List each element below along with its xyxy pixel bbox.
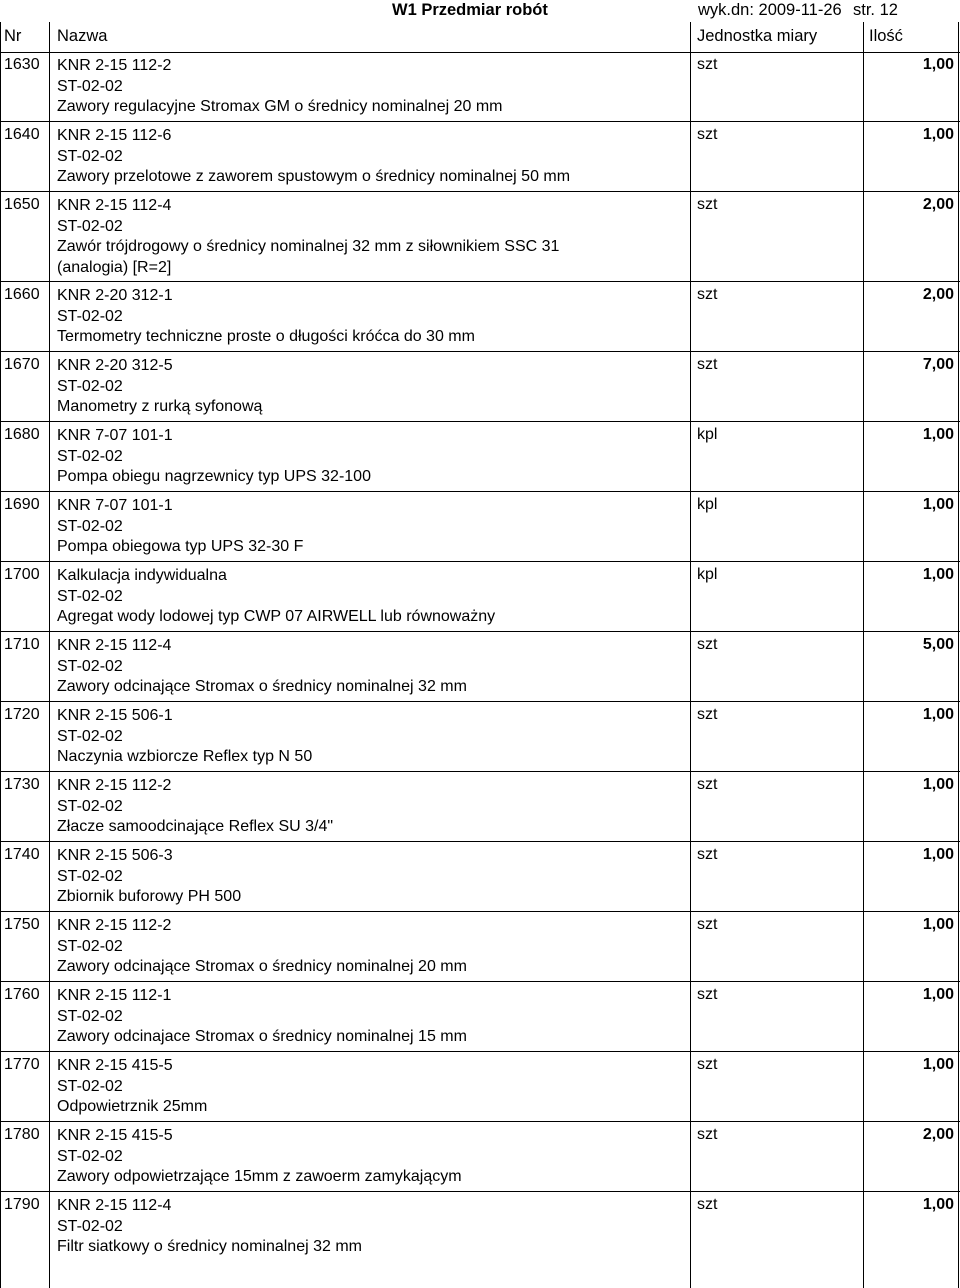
row-name-cell [57, 496, 682, 558]
row-spec: ST-02-02 [57, 1077, 123, 1095]
table-row [0, 842, 960, 912]
row-spec: ST-02-02 [57, 1147, 123, 1165]
row-number: 1690 [4, 496, 40, 513]
table-row [0, 192, 960, 282]
row-description: Zawory regulacyjne Stromax GM o średnicy nominalnej 20 mm [57, 98, 503, 115]
row-number: 1740 [4, 846, 40, 863]
table-body [0, 52, 960, 1262]
row-code: KNR 2-15 506-3 [57, 847, 173, 864]
table-row [0, 492, 960, 562]
row-number: 1640 [4, 126, 40, 143]
row-name-cell [57, 776, 682, 838]
row-code: KNR 2-15 506-1 [57, 707, 173, 724]
table-row [0, 912, 960, 982]
row-quantity: 2,00 [922, 286, 954, 303]
row-number: 1780 [4, 1126, 40, 1143]
row-number: 1650 [4, 196, 40, 213]
row-spec: ST-02-02 [57, 797, 123, 815]
row-name-cell [57, 426, 682, 488]
row-name-cell [57, 566, 682, 628]
row-quantity: 2,00 [922, 196, 954, 213]
row-unit: kpl [697, 496, 718, 513]
row-code: KNR 2-15 112-4 [57, 197, 172, 214]
row-name-cell [57, 1196, 682, 1258]
row-quantity: 1,00 [922, 986, 954, 1003]
table-row [0, 772, 960, 842]
row-spec: ST-02-02 [57, 217, 123, 235]
row-code: KNR 2-15 112-1 [57, 987, 172, 1004]
row-unit: szt [697, 776, 718, 793]
row-quantity: 1,00 [922, 126, 954, 143]
row-spec: ST-02-02 [57, 657, 123, 675]
row-number: 1770 [4, 1056, 40, 1073]
row-description: Manometry z rurką syfonową [57, 398, 263, 415]
row-code: Kalkulacja indywidualna [57, 567, 227, 584]
row-name-cell [57, 1126, 682, 1188]
table-row [0, 122, 960, 192]
row-spec: ST-02-02 [57, 727, 123, 745]
row-number: 1670 [4, 356, 40, 373]
row-number: 1700 [4, 566, 40, 583]
row-spec: ST-02-02 [57, 1217, 123, 1235]
row-description: Agregat wody lodowej typ CWP 07 AIRWELL lub równoważny [57, 608, 496, 625]
row-description: Zawór trójdrogowy o średnicy nominalnej 32 mm z siłownikiem SSC 31 [57, 238, 560, 255]
row-spec: ST-02-02 [57, 1007, 123, 1025]
row-code: KNR 2-15 112-6 [57, 127, 172, 144]
row-unit: szt [697, 986, 718, 1003]
column-header-unit: Jednostka miary [697, 27, 818, 45]
row-number: 1730 [4, 776, 40, 793]
document-title: W1 Przedmiar robót [392, 1, 548, 19]
row-code: KNR 2-15 112-2 [57, 917, 172, 934]
row-description: Pompa obiegu nagrzewnicy typ UPS 32-100 [57, 468, 371, 485]
row-description: Zawory odpowietrzające 15mm z zawoerm zamykającym [57, 1168, 462, 1185]
row-code: KNR 2-15 112-4 [57, 637, 172, 654]
row-unit: szt [697, 1126, 718, 1143]
row-description: Złacze samoodcinające Reflex SU 3/4" [57, 818, 334, 835]
row-name-cell [57, 356, 682, 418]
table-row [0, 282, 960, 352]
row-quantity: 1,00 [922, 566, 954, 583]
row-name-cell [57, 126, 682, 188]
row-number: 1750 [4, 916, 40, 933]
row-spec: ST-02-02 [57, 377, 123, 395]
row-unit: szt [697, 1056, 718, 1073]
row-quantity: 1,00 [922, 1196, 954, 1213]
row-number: 1710 [4, 636, 40, 653]
row-unit: szt [697, 846, 718, 863]
row-number: 1660 [4, 286, 40, 303]
row-number: 1720 [4, 706, 40, 723]
row-description: Naczynia wzbiorcze Reflex typ N 50 [57, 748, 313, 765]
row-spec: ST-02-02 [57, 937, 123, 955]
row-quantity: 1,00 [922, 846, 954, 863]
row-quantity: 1,00 [922, 1056, 954, 1073]
row-code: KNR 2-15 112-4 [57, 1197, 172, 1214]
row-description: Zawory przelotowe z zaworem spustowym o średnicy nominalnej 50 mm [57, 168, 571, 185]
row-description: Filtr siatkowy o średnicy nominalnej 32 mm [57, 1238, 362, 1255]
row-spec: ST-02-02 [57, 867, 123, 885]
row-description: Zbiornik buforowy PH 500 [57, 888, 242, 905]
row-number: 1790 [4, 1196, 40, 1213]
row-name-cell [57, 1056, 682, 1118]
table-row [0, 352, 960, 422]
table-row [0, 562, 960, 632]
row-number: 1680 [4, 426, 40, 443]
row-spec: ST-02-02 [57, 307, 123, 325]
row-name-cell [57, 636, 682, 698]
row-unit: szt [697, 286, 718, 303]
table-row [0, 702, 960, 772]
row-name-cell [57, 706, 682, 768]
row-spec: ST-02-02 [57, 447, 123, 465]
table-row [0, 422, 960, 492]
row-spec: ST-02-02 [57, 517, 123, 535]
row-name-cell [57, 196, 682, 278]
row-description: Zawory odcinajace Stromax o średnicy nominalnej 15 mm [57, 1028, 467, 1045]
row-code: KNR 7-07 101-1 [57, 427, 173, 444]
row-spec: ST-02-02 [57, 147, 123, 165]
row-quantity: 5,00 [922, 636, 954, 653]
row-quantity: 1,00 [922, 916, 954, 933]
row-unit: szt [697, 56, 718, 73]
document-date: wyk.dn: 2009-11-26 [698, 1, 842, 19]
row-unit: szt [697, 126, 718, 143]
column-header-qty: Ilość [869, 27, 903, 45]
row-name-cell [57, 986, 682, 1048]
row-spec: ST-02-02 [57, 77, 123, 95]
page-header [0, 0, 960, 22]
row-quantity: 1,00 [922, 776, 954, 793]
row-quantity: 2,00 [922, 1126, 954, 1143]
row-unit: szt [697, 636, 718, 653]
table-row [0, 982, 960, 1052]
row-code: KNR 2-20 312-1 [57, 287, 173, 304]
row-spec: ST-02-02 [57, 587, 123, 605]
page-number: str. 12 [853, 1, 898, 19]
row-description-continued: (analogia) [R=2] [57, 258, 172, 276]
row-code: KNR 2-15 415-5 [57, 1057, 173, 1074]
table-row [0, 1192, 960, 1262]
row-description: Odpowietrznik 25mm [57, 1098, 208, 1115]
row-code: KNR 2-15 415-5 [57, 1127, 173, 1144]
column-header-name: Nazwa [57, 27, 108, 45]
row-unit: szt [697, 916, 718, 933]
table-row [0, 52, 960, 122]
row-unit: kpl [697, 426, 718, 443]
row-name-cell [57, 846, 682, 908]
row-name-cell [57, 286, 682, 348]
row-name-cell [57, 56, 682, 118]
row-description: Zawory odcinające Stromax o średnicy nominalnej 20 mm [57, 958, 467, 975]
row-quantity: 7,00 [922, 356, 954, 373]
table-row [0, 1052, 960, 1122]
row-unit: szt [697, 196, 718, 213]
row-code: KNR 2-20 312-5 [57, 357, 173, 374]
row-description: Pompa obiegowa typ UPS 32-30 F [57, 538, 304, 555]
row-quantity: 1,00 [922, 56, 954, 73]
row-description: Termometry techniczne proste o długości króćca do 30 mm [57, 328, 475, 345]
row-unit: szt [697, 706, 718, 723]
row-description: Zawory odcinające Stromax o średnicy nominalnej 32 mm [57, 678, 467, 695]
table-header [0, 22, 960, 53]
column-header-nr: Nr [4, 27, 22, 45]
row-quantity: 1,00 [922, 706, 954, 723]
row-unit: szt [697, 356, 718, 373]
table-row [0, 632, 960, 702]
row-name-cell [57, 916, 682, 978]
row-code: KNR 7-07 101-1 [57, 497, 173, 514]
row-code: KNR 2-15 112-2 [57, 57, 172, 74]
row-quantity: 1,00 [922, 496, 954, 513]
row-quantity: 1,00 [922, 426, 954, 443]
table-row [0, 1122, 960, 1192]
row-number: 1760 [4, 986, 40, 1003]
row-number: 1630 [4, 56, 40, 73]
row-code: KNR 2-15 112-2 [57, 777, 172, 794]
row-unit: szt [697, 1196, 718, 1213]
row-unit: kpl [697, 566, 718, 583]
